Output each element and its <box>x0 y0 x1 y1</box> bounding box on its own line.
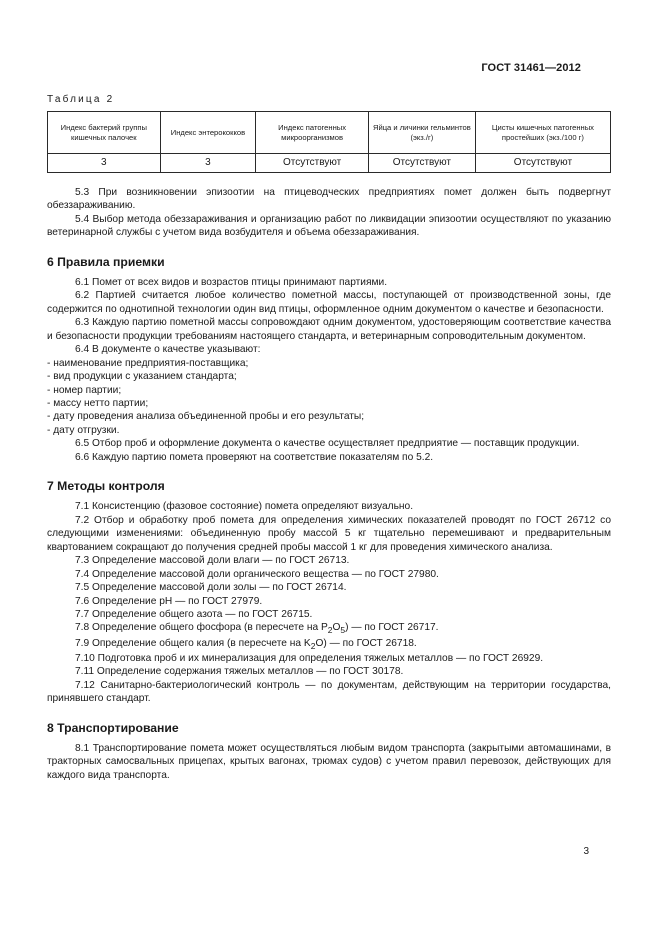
text-run: O <box>332 622 341 634</box>
list-item: - номер партии; <box>47 384 122 396</box>
paragraph-7-7: 7.7 Определение общего азота — по ГОСТ 26715. <box>75 608 313 620</box>
paragraph-7-1: 7.1 Консистенцию (фазовое состояние) помета определяют визуально. <box>75 501 414 513</box>
table-cell: 3 <box>48 154 161 173</box>
table-row <box>48 154 611 173</box>
paragraph-7-9 <box>47 637 611 652</box>
table-cell: 3 <box>160 154 256 173</box>
paragraph-7-10: 7.10 Подготовка проб и их минерализация для определения тяжелых металлов — по ГОСТ 26929. <box>75 652 544 664</box>
list-item: - массу нетто партии; <box>47 397 149 409</box>
paragraph-7-2: 7.2 Отбор и обработку проб помета для определения химических показателей проводят по ГОСТ 26712 со следующими изменениями: объединенную пробу массой 5 кг тщательно перемешивают и предварительным квартованием сокращают до получения средней пробы массой 1 кг для проведения химического анализа. <box>47 514 611 553</box>
paragraph-6-6: 6.6 Каждую партию помета проверяют на соответствие показателям по 5.2. <box>75 451 434 463</box>
table-caption: Таблица 2 <box>47 94 115 105</box>
table-header-cell: Цисты кишечных патогенных простейших (экз./100 г) <box>475 112 610 154</box>
table-header-cell: Яйца и личинки гельминтов (экз./г) <box>368 112 475 154</box>
list-item: - дату проведения анализа объединенной пробы и его результаты; <box>47 411 365 423</box>
table-cell: Отсутствуют <box>256 154 369 173</box>
section-7-heading: 7 Методы контроля <box>47 479 165 494</box>
paragraph-5-3: 5.3 При возникновении эпизоотии на птицеводческих предприятиях помет должен быть подвергнут обеззараживанию. <box>47 187 611 212</box>
table-header-cell: Индекс энтерококков <box>160 112 256 154</box>
paragraph-6-2: 6.2 Партией считается любое количество пометной массы, поступающей от производственной зоны, где содержится по однотипной технологии один вид птицы, оформленное одним документом о качестве и безопасности. <box>47 290 611 315</box>
list-item: - вид продукции с указанием стандарта; <box>47 371 237 383</box>
subscript: 5 <box>340 625 346 636</box>
paragraph-7-5: 7.5 Определение массовой доли золы — по ГОСТ 26714. <box>75 582 347 594</box>
page-number: 3 <box>583 846 589 857</box>
table-header-row <box>48 112 611 154</box>
paragraph-7-4: 7.4 Определение массовой доли органического вещества — по ГОСТ 27980. <box>75 568 439 580</box>
subscript: 2 <box>327 625 333 636</box>
paragraph-6-1: 6.1 Помет от всех видов и возрастов птицы принимают партиями. <box>75 276 388 288</box>
paragraph-6-3: 6.3 Каждую партию пометной массы сопровождают одним документом, удостоверяющим соответствие качества и безопасности продукции требованиям настоящего стандарта, и ветеринарным сопроводительным документом. <box>47 317 611 342</box>
document-body <box>47 186 611 782</box>
paragraph-6-4: 6.4 В документе о качестве указывают: <box>75 344 261 356</box>
paragraph-5-4: 5.4 Выбор метода обеззараживания и организацию работ по ликвидации эпизоотии осуществляют по указанию ветеринарной службы с учетом вида возбудителя и объема обеззараживания. <box>47 213 611 239</box>
document-number: ГОСТ 31461—2012 <box>481 62 581 74</box>
list-item: - дату отгрузки. <box>47 424 120 436</box>
table-header-cell: Индекс бактерий группы кишечных палочек <box>48 112 161 154</box>
list-item: - наименование предприятия-поставщика; <box>47 357 249 369</box>
paragraph-7-11: 7.11 Определение содержания тяжелых металлов — по ГОСТ 30178. <box>75 666 404 678</box>
paragraph-6-5: 6.5 Отбор проб и оформление документа о качестве осуществляет предприятие — поставщик продукции. <box>75 438 580 450</box>
table-cell: Отсутствуют <box>368 154 475 173</box>
text-run: ) — по ГОСТ 26717. <box>345 622 439 634</box>
paragraph-7-3: 7.3 Определение массовой доли влаги — по ГОСТ 26713. <box>75 555 350 567</box>
text-run: O) — по ГОСТ 26718. <box>315 637 417 649</box>
section-8-heading: 8 Транспортирование <box>47 720 179 735</box>
table-2 <box>47 111 611 173</box>
subscript: 2 <box>310 640 316 651</box>
paragraph-7-8 <box>47 621 611 636</box>
paragraph-8-1: 8.1 Транспортирование помета может осуществляться любым видом транспорта (закрытыми автомашинами, в тракторных самосвальных прицепах, крытых вагонах, трюмах судов) с учетом правил перевозок, действующих для каждого вида транспорта. <box>47 742 611 781</box>
text-run: 7.9 Определение общего калия (в пересчете на K <box>75 637 311 649</box>
section-6-heading: 6 Правила приемки <box>47 254 165 269</box>
table-cell: Отсутствуют <box>475 154 610 173</box>
paragraph-7-6: 7.6 Определение pH — по ГОСТ 27979. <box>75 595 263 607</box>
text-run: 7.8 Определение общего фосфора (в пересчете на P <box>75 622 328 634</box>
paragraph-7-12: 7.12 Санитарно-бактериологический контроль — по документам, действующим на территории государства, принявшего стандарт. <box>47 679 611 705</box>
table-header-cell: Индекс патогенных микроорганизмов <box>256 112 369 154</box>
